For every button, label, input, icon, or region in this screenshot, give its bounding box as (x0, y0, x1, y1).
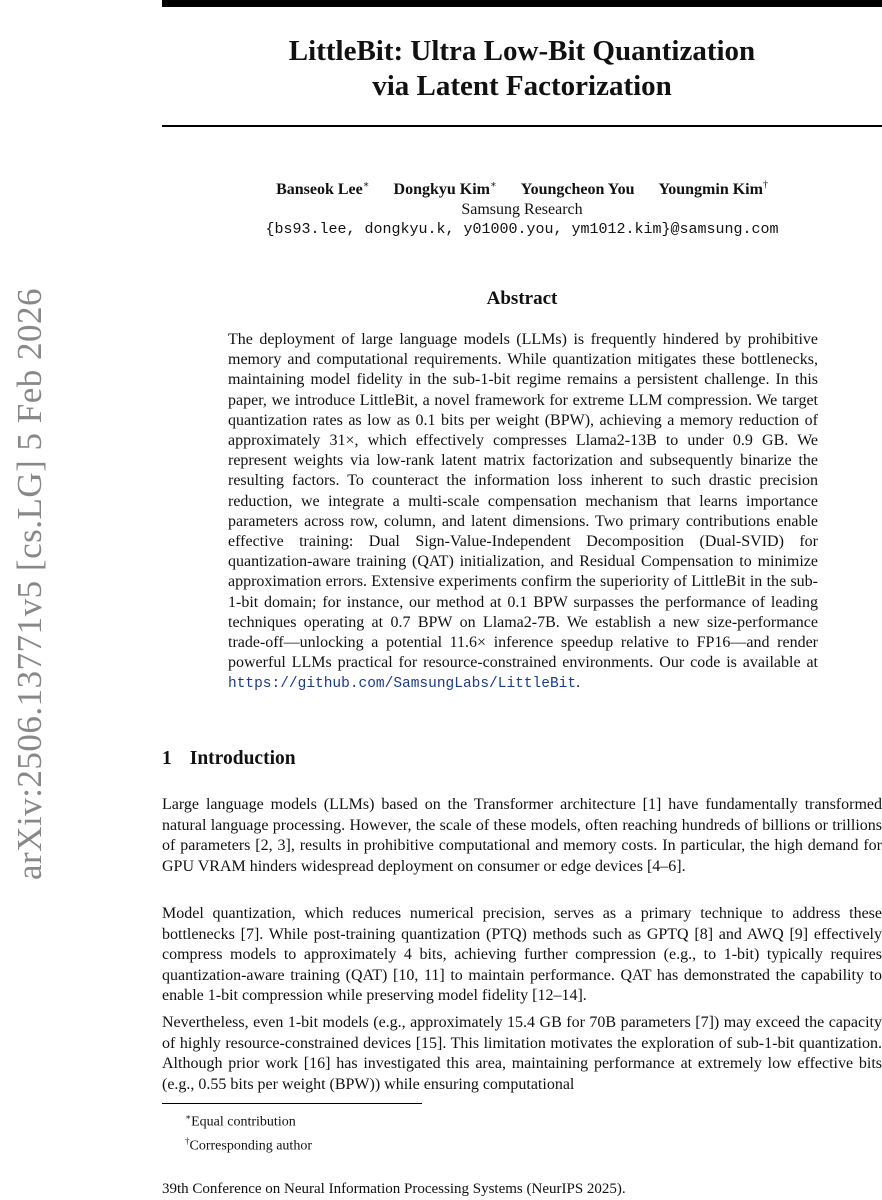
footnotes (185, 1108, 312, 1155)
abstract-body: The deployment of large language models (LLMs) is frequently hindered by prohibitive memory and computational requirements. While quantization mitigates these bottlenecks, maintaining model fidelity in the sub-1-bit regime remains a persistent challenge. In this paper, we introduce LittleBit, a novel framework for extreme LLM compression. We target quantization rates as low as 0.1 bits per weight (BPW), achieving a memory reduction of approximately 31×, which effectively compresses Llama2-13B to under 0.9 GB. We represent weights via low-rank latent matrix factorization and subsequently binarize the resulting factors. To counteract the information loss inherent to such drastic precision reduction, we integrate a multi-scale compensation mechanism that learns importance parameters across row, column, and latent dimensions. Two primary contributions enable effective training: Dual Sign-Value-Independent Decomposition (Dual-SVID) for quantization-aware training (QAT) initialization, and Residual Compensation to minimize approximation errors. Extensive experiments confirm the superiority of LittleBit in the sub-1-bit domain; for instance, our method at 0.1 BPW surpasses the performance of leading techniques operating at 0.7 BPW on Llama2-7B. We establish a new size-performance trade-off—unlocking a potential 11.6× inference speedup relative to FP16—and render powerful LLMs practical for resource-constrained environments. Our code is available at (228, 331, 818, 672)
author: Dongkyu Kim∗ (393, 180, 497, 199)
conference-footer: 39th Conference on Neural Information Processing Systems (NeurIPS 2025). (162, 1181, 626, 1197)
footnote: ∗Equal contribution (185, 1112, 296, 1130)
footnote: †Corresponding author (185, 1135, 312, 1154)
title-line-1: LittleBit: Ultra Low-Bit Quantization (288, 35, 756, 67)
affiliation: Samsung Research (461, 201, 583, 219)
author: Banseok Lee∗ (276, 180, 370, 199)
section-heading-introduction (162, 748, 296, 770)
footnote-rule (162, 1103, 422, 1104)
author-emails: {bs93.lee, dongkyu.k, y01000.you, ym1012.kim}@samsung.com (265, 221, 779, 239)
intro-paragraph-3: Nevertheless, even 1-bit models (e.g., approximately 15.4 GB for 70B parameters [7]) may exceed the capacity of highly resource-constrained devices [15]. This limitation motivates the exploration of sub-1-bit quantization. Although prior work [16] has investigated this area, maintaining performance at extremely low effective bits (e.g., 0.55 bits per weight (BPW)) while ensuring computational (162, 1014, 882, 1093)
intro-paragraph-1: Large language models (LLMs) based on the Transformer architecture [1] have fundamentally transformed natural language processing. However, the scale of these models, often reaching hundreds of billions or trillions of parameters [2, 3], results in prohibitive computational and memory costs. In particular, the high demand for GPU VRAM hinders widespread deployment on consumer or edge devices [4–6]. (162, 796, 882, 875)
arxiv-identifier: arXiv:2506.13771v5 [cs.LG] 5 Feb 2026 (10, 287, 49, 880)
code-link[interactable]: https://github.com/SamsungLabs/LittleBit (228, 676, 577, 693)
section-number: 1 (162, 748, 172, 769)
intro-paragraph-2: Model quantization, which reduces numerical precision, serves as a primary technique to address these bottlenecks [7]. While post-training quantization (PTQ) methods such as GPTQ [8] and AWQ [9] effectively compress models to approximately 4 bits, achieving further compression (e.g., to 1-bit) typically requires quantization-aware training (QAT) [10, 11] to maintain performance. QAT has demonstrated the capability to enable 1-bit compression while preserving model fidelity [12–14]. (162, 905, 882, 1004)
section-title: Introduction (189, 748, 296, 769)
abstract-heading: Abstract (486, 288, 558, 309)
author-block (162, 176, 882, 240)
title-rule (162, 125, 882, 127)
author: Youngmin Kim† (658, 180, 768, 199)
author-list (162, 176, 882, 200)
top-rule (162, 0, 882, 7)
title-line-2: via Latent Factorization (372, 70, 672, 102)
abstract-text: The deployment of large language models (LLMs) is frequently hindered by prohibitive memory and computational requirements. While quantization mitigates these bottlenecks, maintaining model fidelity in the sub-1-bit regime remains a persistent challenge. In this paper, we introduce LittleBit, a novel framework for extreme LLM compression. We target quantization rates as low as 0.1 bits per weight (BPW), achieving a memory reduction of approximately 31×, which effectively compresses Llama2-13B to under 0.9 GB. We represent weights via low-rank latent matrix factorization and subsequently binarize the resulting factors. To counteract the information loss inherent to such drastic precision reduction, we integrate a multi-scale compensation mechanism that learns importance parameters across row, column, and latent dimensions. Two primary contributions enable effective training: Dual Sign-Value-Independent Decomposition (Dual-SVID) for quantization-aware training (QAT) initialization, and Residual Compensation to minimize approximation errors. Extensive experiments confirm the superiority of LittleBit in the sub-1-bit domain; for instance, our method at 0.1 BPW surpasses the performance of leading techniques operating at 0.7 BPW on Llama2-7B. We establish a new size-performance trade-off—unlocking a potential 11.6× inference speedup relative to FP16—and render powerful LLMs practical for resource-constrained environments. Our code is available at https://github.com/SamsungLabs/LittleBit. (228, 331, 818, 693)
author: Youngcheon You (520, 181, 635, 199)
paper-title (162, 34, 882, 104)
